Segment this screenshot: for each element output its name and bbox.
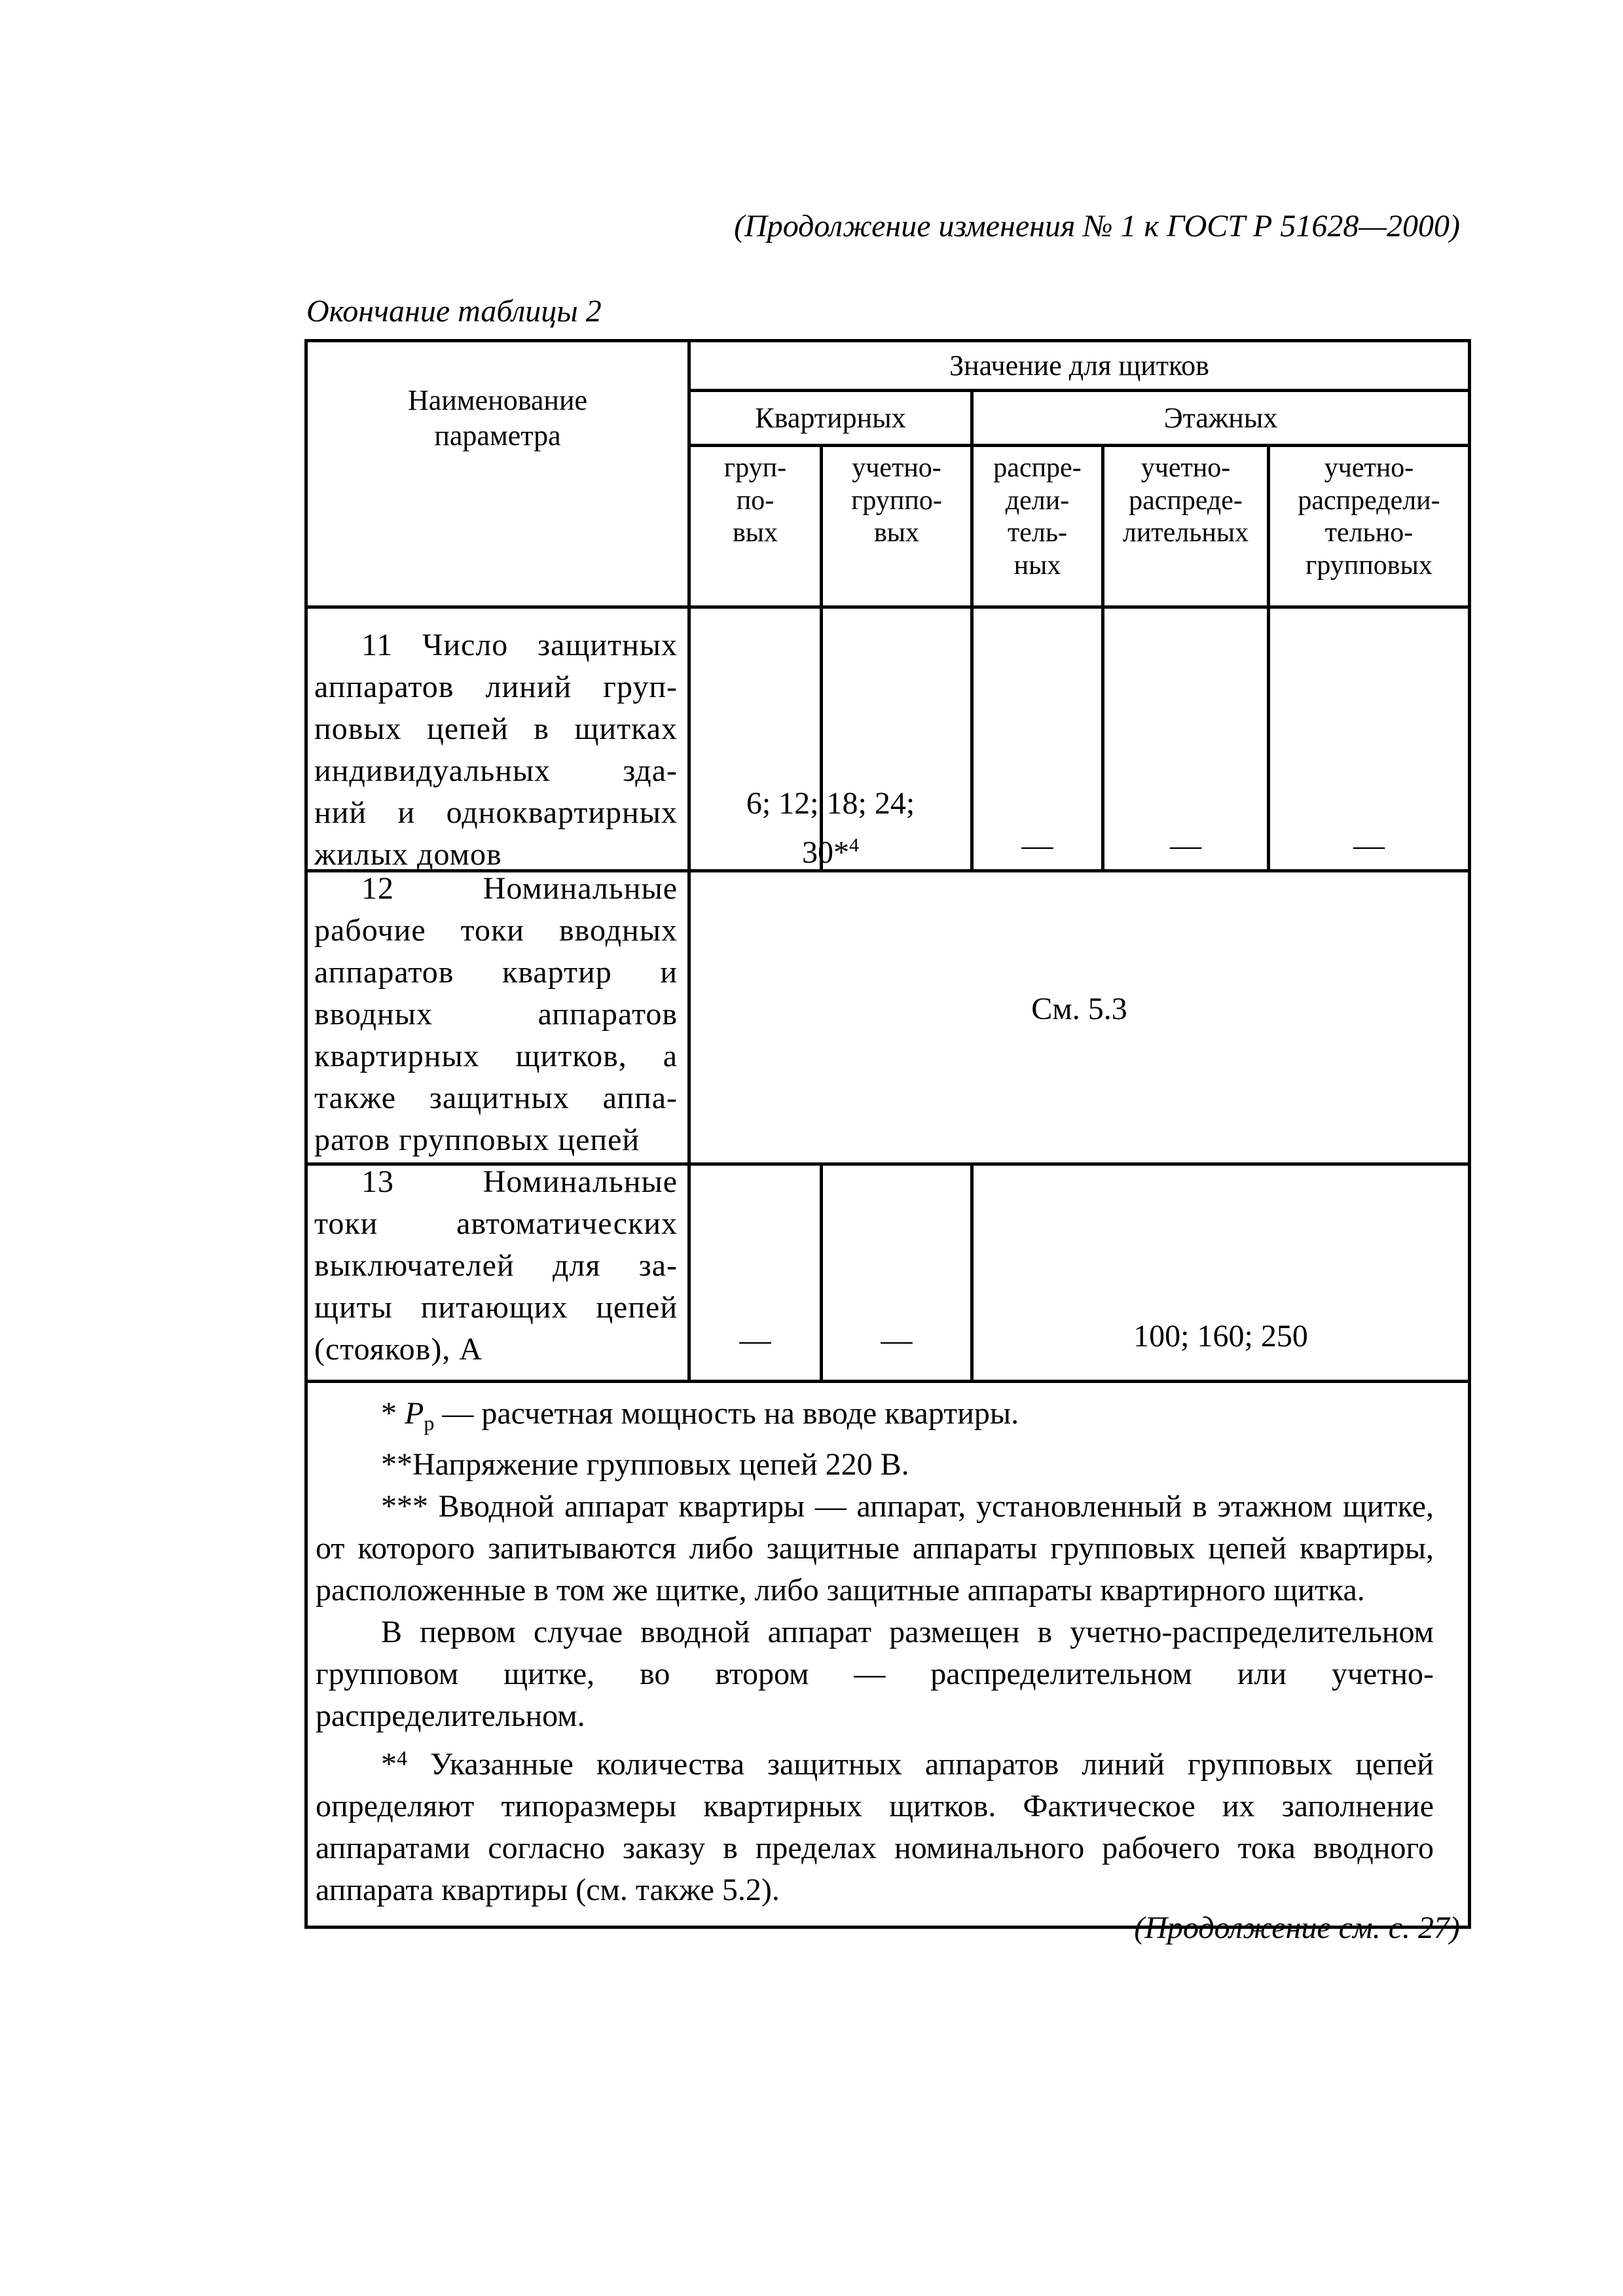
note-text: — расчетная мощность на вводе квартиры. (434, 1396, 1019, 1431)
header-param-line: параметра (434, 420, 561, 452)
symbol-p: P (405, 1396, 424, 1431)
subheader-line: груп- (723, 453, 787, 483)
subheader-line: вых (873, 518, 920, 548)
header-values-for-boards: Значение для щитков (949, 349, 1209, 382)
param-line: рабочие токи вводных (314, 913, 678, 948)
param-line: жилых домов (314, 837, 502, 872)
param-line: аппаратов квартир и (314, 955, 678, 990)
header-param-name (308, 342, 687, 605)
header-param-line: Наименование (407, 384, 588, 417)
subheader-line: дели- (1005, 485, 1070, 516)
param-line: ний и одноквартирных (314, 795, 678, 830)
row-12-param (314, 868, 678, 1161)
row-11-value (691, 783, 970, 874)
note-text: Указанные количества защитных аппаратов линий групповых цепей определяют типоразмеры квартирных щитков. Фактическое их заполнение аппаратами согласно заказу в пределах номинального рабочего тока вводного аппарата квартиры (см. также 5.2). (316, 1747, 1434, 1907)
symbol-subscript: р (424, 1411, 435, 1435)
note-5 (316, 1737, 1434, 1911)
value-text: 30* (802, 835, 849, 870)
subheader-line: учетно- (852, 453, 941, 483)
note-mark: * (381, 1747, 397, 1782)
row-13-dash: — (739, 1323, 771, 1357)
subheader-line: распредели- (1298, 485, 1440, 516)
running-header: (Продолжение изменения № 1 к ГОСТ Р 51628—2000) (734, 209, 1460, 243)
param-line: щиты питающих цепей (314, 1290, 678, 1325)
row-12-value: См. 5.3 (1031, 992, 1127, 1026)
param-line: (стояков), А (314, 1332, 483, 1367)
note-4: В первом случае вводной аппарат размещен в учетно-распределительном групповом щитке, во втором — распределительном или учетно-распределительном. (316, 1615, 1434, 1733)
param-line: 12 Номинальные (361, 871, 678, 906)
param-line: токи автоматических (314, 1206, 678, 1241)
param-line: аппаратов линий груп- (314, 670, 678, 704)
note-mark: * (381, 1396, 405, 1431)
row-13-dash: — (881, 1323, 913, 1357)
row-13-value: 100; 160; 250 (1133, 1319, 1308, 1354)
header-floor: Этажных (1163, 401, 1278, 434)
row-11-dash: — (1170, 828, 1201, 863)
subheader-line: групповых (1305, 550, 1432, 581)
subheader-line: тель- (1007, 518, 1068, 548)
note-2: **Напряжение групповых цепей 220 В. (381, 1447, 909, 1482)
param-line: индивидуальных зда- (314, 753, 678, 788)
row-13-param (314, 1161, 678, 1371)
footnote-mark: 4 (849, 834, 859, 856)
subheader-group (691, 447, 820, 605)
note-mark-sup: 4 (397, 1746, 407, 1770)
subheader-line: учетно- (1324, 453, 1414, 483)
subheader-line: распре- (993, 453, 1082, 483)
table-caption: Окончание таблицы 2 (306, 294, 602, 329)
param-line: выключателей для за- (314, 1248, 678, 1283)
param-line: 11 Число защитных (361, 628, 678, 662)
param-line: 13 Номинальные (361, 1164, 678, 1199)
note-1 (316, 1393, 1434, 1444)
continuation-footer: (Продолжение см. с. 27) (1134, 1910, 1460, 1945)
subheader-metering-distribution-group (1270, 447, 1468, 605)
param-line: также защитных аппа- (314, 1081, 678, 1115)
subheader-line: по- (736, 485, 775, 516)
row-11-dash: — (1021, 828, 1053, 863)
rule (304, 1380, 1471, 1383)
subheader-line: тельно- (1324, 518, 1413, 548)
rule (304, 605, 1471, 609)
subheader-line: вых (732, 518, 778, 548)
note-3: *** Вводной аппарат квартиры — аппарат, установленный в этажном щитке, от которого запитываются либо защитные аппараты групповых цепей квартиры, расположенные в том же щитке, либо защитные аппараты квартирного щитка. (316, 1489, 1434, 1607)
value-line: 6; 12; 18; 24; (746, 786, 915, 821)
param-line: квартирных щитков, а (314, 1039, 678, 1073)
param-line: повых цепей в щитках (314, 711, 678, 746)
subheader-line: учетно- (1140, 453, 1231, 483)
row-11-param (314, 624, 678, 876)
subheader-metering-group (823, 447, 970, 605)
subheader-metering-distribution (1104, 447, 1267, 605)
table-notes (316, 1393, 1434, 1911)
rule (1468, 339, 1471, 1929)
row-11-dash: — (1353, 828, 1385, 863)
subheader-line: распреде- (1129, 485, 1243, 516)
subheader-distribution (974, 447, 1101, 605)
subheader-line: ных (1013, 550, 1061, 581)
param-line: вводных аппаратов (314, 997, 678, 1031)
header-apartment: Квартирных (755, 401, 906, 434)
param-line: ратов групповых цепей (314, 1122, 640, 1157)
subheader-line: группо- (851, 485, 942, 516)
value-line (691, 825, 970, 874)
subheader-line: лительных (1122, 518, 1249, 548)
